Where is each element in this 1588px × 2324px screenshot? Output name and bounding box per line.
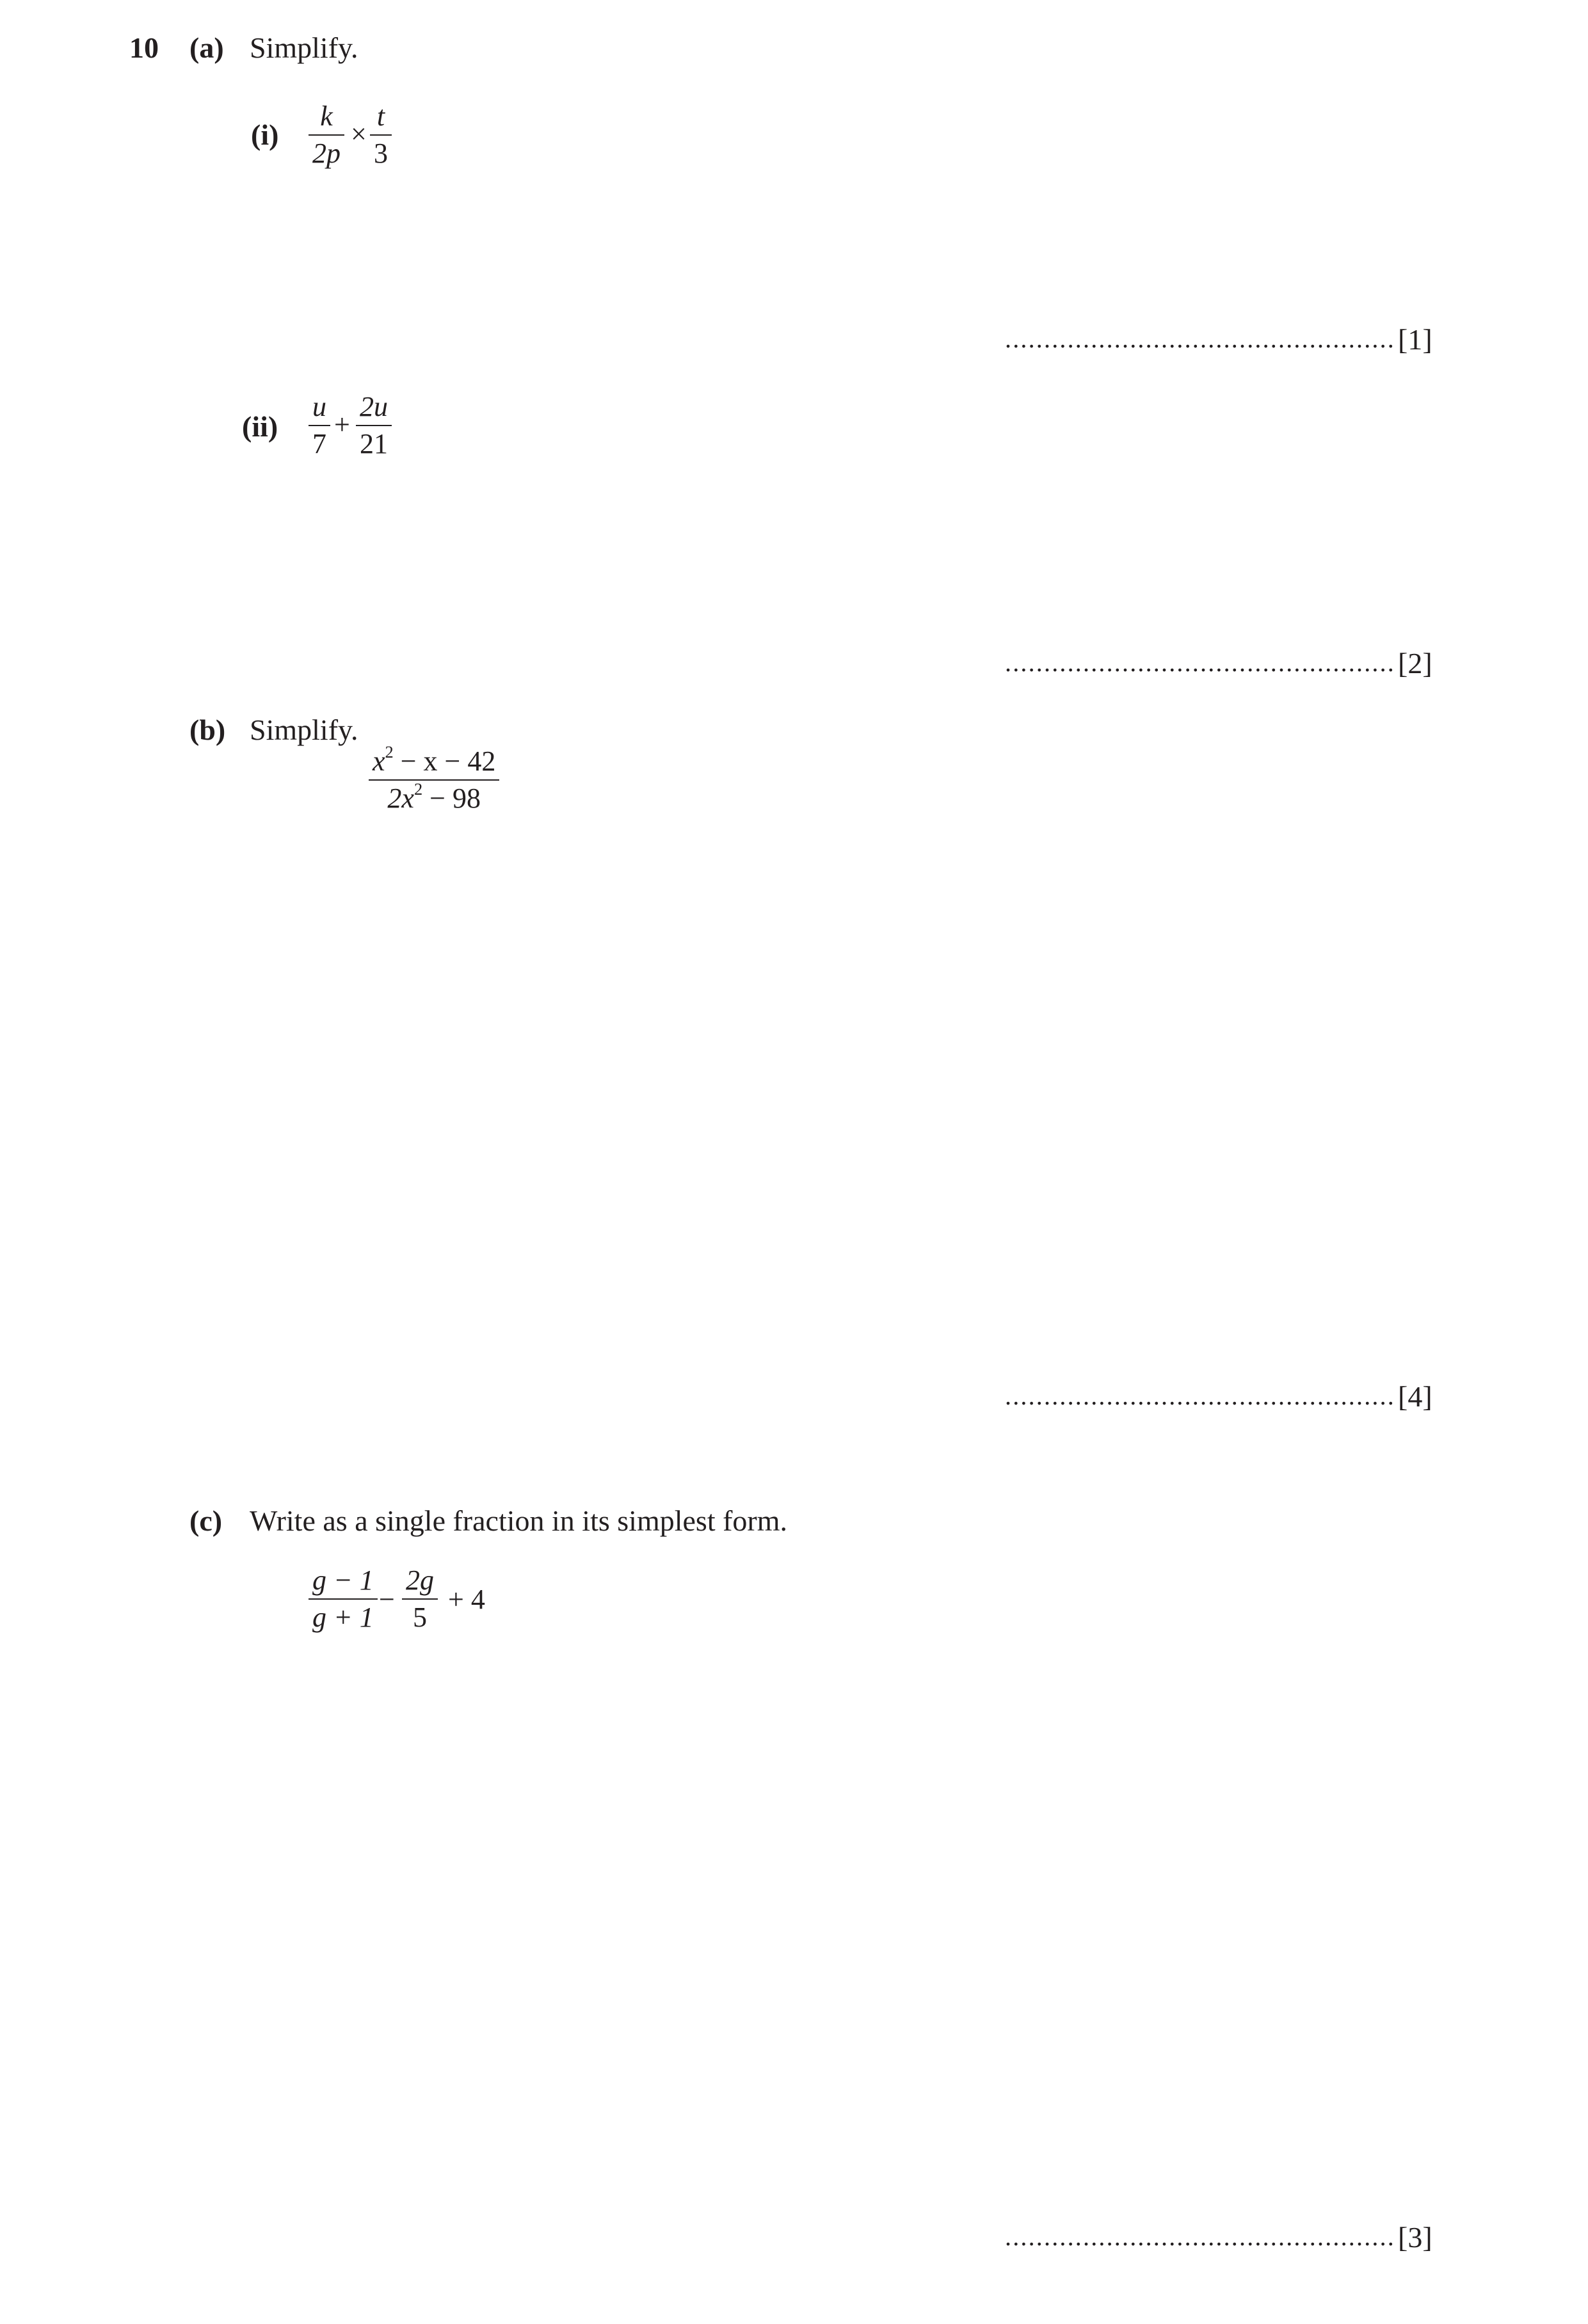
marks-b: [4] — [1398, 1380, 1432, 1413]
fraction-denominator: 5 — [413, 1602, 427, 1633]
fraction-bar — [309, 1598, 378, 1600]
part-a-i-fraction-1 — [309, 102, 344, 168]
fraction-denominator: 21 — [360, 428, 388, 459]
part-a-i-fraction-2 — [370, 102, 392, 168]
fraction-denominator — [383, 779, 485, 814]
fraction-denominator: 2p — [312, 138, 341, 169]
part-a-ii-fraction-2 — [356, 393, 392, 458]
denominator-term: 2x — [387, 783, 414, 814]
denominator-exponent: 2 — [413, 779, 423, 799]
fraction-numerator: 2g — [406, 1564, 434, 1596]
marks-a-ii: [2] — [1398, 647, 1432, 680]
answer-line-b[interactable]: .................................................. — [1005, 1381, 1395, 1410]
fraction-numerator — [369, 742, 499, 777]
part-a-ii-label: (ii) — [242, 410, 278, 443]
fraction-numerator: 2u — [360, 391, 388, 422]
answer-line-a-i[interactable]: .................................................. — [1005, 324, 1395, 353]
part-b-label: (b) — [189, 713, 226, 746]
part-a-ii-operator: + — [334, 409, 350, 440]
part-c-fraction-1 — [309, 1566, 378, 1632]
fraction-numerator: t — [376, 100, 385, 132]
fraction-denominator: g + 1 — [312, 1602, 374, 1633]
part-a-label: (a) — [189, 31, 224, 64]
fraction-bar — [309, 425, 330, 426]
answer-line-a-ii[interactable]: .................................................. — [1005, 648, 1395, 677]
fraction-bar — [402, 1598, 438, 1600]
numerator-exponent: 2 — [385, 742, 394, 762]
question-number: 10 — [129, 31, 159, 64]
fraction-denominator: 7 — [312, 428, 326, 459]
part-c-label: (c) — [189, 1504, 223, 1537]
part-c-fraction-2 — [402, 1566, 438, 1632]
part-a-ii-fraction-1 — [309, 393, 330, 458]
part-b-fraction — [369, 742, 499, 814]
part-c-tail: + 4 — [448, 1584, 485, 1615]
marks-c: [3] — [1398, 2221, 1432, 2254]
fraction-numerator: k — [320, 100, 333, 132]
fraction-numerator: g − 1 — [312, 1564, 374, 1596]
part-c-operator-minus: − — [379, 1584, 395, 1615]
fraction-bar — [369, 779, 499, 781]
fraction-bar — [370, 134, 392, 136]
fraction-numerator: u — [312, 391, 326, 422]
answer-line-c[interactable]: .................................................. — [1005, 2222, 1395, 2251]
part-a-i-operator: × — [351, 118, 367, 150]
numerator-variable: x — [373, 745, 385, 777]
part-b-instruction: Simplify. — [250, 713, 358, 746]
part-c-instruction: Write as a single fraction in its simplest form. — [250, 1504, 788, 1537]
fraction-bar — [309, 134, 344, 136]
fraction-bar — [356, 425, 392, 426]
fraction-denominator: 3 — [374, 138, 388, 169]
denominator-rest: − 98 — [422, 783, 481, 814]
part-a-instruction: Simplify. — [250, 31, 358, 64]
numerator-rest: − x − 42 — [393, 745, 496, 777]
marks-a-i: [1] — [1398, 323, 1432, 356]
part-a-i-label: (i) — [251, 118, 279, 151]
